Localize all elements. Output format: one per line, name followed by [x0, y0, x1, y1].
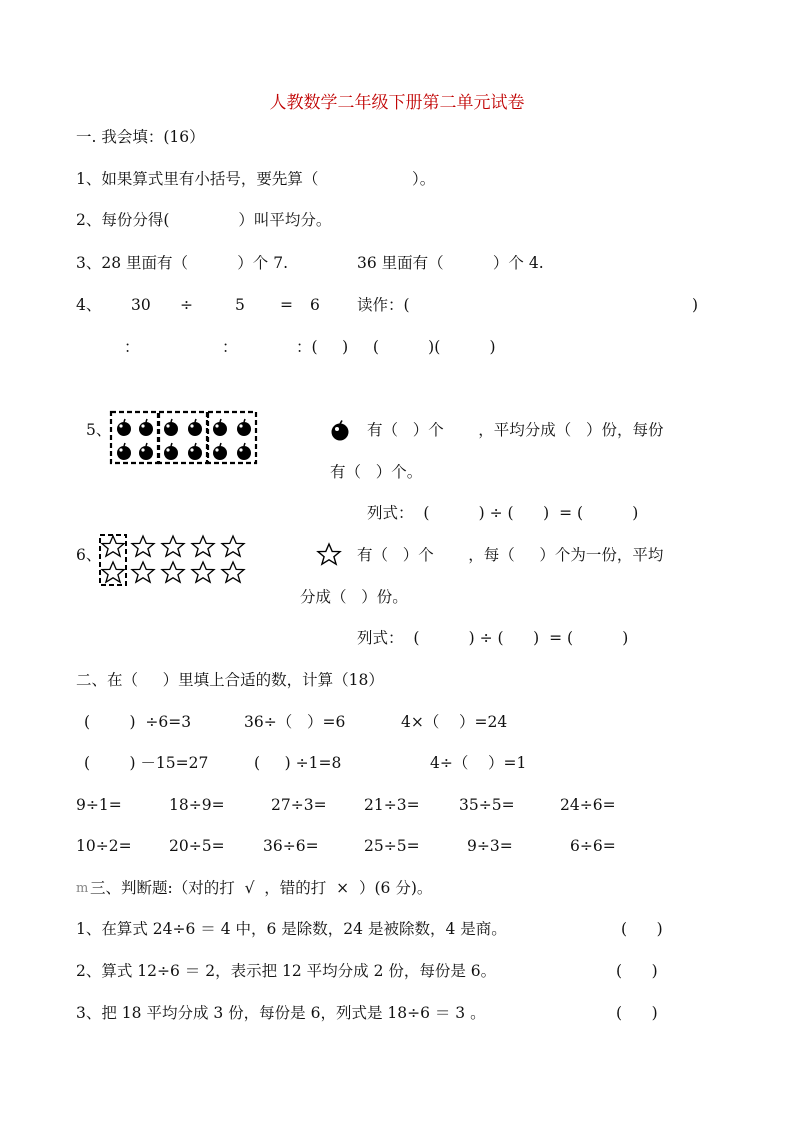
calc-item: 6÷6=: [570, 837, 616, 855]
apples: [117, 422, 251, 460]
calc-item: 27÷3=: [271, 796, 327, 814]
q4-divide-sign: ÷: [180, 296, 193, 314]
calc-item: 24÷6=: [560, 796, 616, 814]
calc-item: 25÷5=: [364, 837, 420, 855]
section1-heading: 一. 我会填：(16）: [76, 128, 205, 146]
question-6-formula: 列式： ( ) ÷ ( ) = ( ): [357, 629, 629, 647]
q4-names-row: ：( ) ( )( ): [296, 338, 496, 356]
q4-colon-2: ：: [222, 338, 238, 356]
judge-answer-2: ( ): [616, 962, 658, 980]
dashed-group-boxes: [111, 412, 256, 463]
stray-mark: m: [76, 881, 89, 896]
question-4-number: 4、: [76, 296, 102, 314]
judge-item-1: 1、在算式 24÷6 ＝ 4 中，6 是除数，24 是被除数，4 是商。: [76, 920, 507, 938]
section3-heading: 三、判断题:（对的打 √ ，错的打 × ）(6 分)。: [90, 879, 433, 897]
fill-item: ( ) －15=27: [84, 754, 209, 772]
star-groups-figure: [97, 531, 252, 587]
question-5-number: 5、: [86, 421, 112, 439]
calc-item: 9÷1=: [76, 796, 122, 814]
judge-answer-3: ( ): [616, 1004, 658, 1022]
calc-item: 20÷5=: [169, 837, 225, 855]
calc-item: 35÷5=: [459, 796, 515, 814]
exam-title: 人教数学二年级下册第二单元试卷: [269, 93, 525, 113]
question-5-formula: 列式： ( ) ÷ ( ) = ( ): [367, 504, 639, 522]
calc-item: 21÷3=: [364, 796, 420, 814]
q4-read-label: 读作：(: [357, 296, 410, 314]
question-1: 1、如果算式里有小括号，要先算（ ）。: [76, 170, 436, 188]
q4-dividend: 30: [131, 296, 151, 314]
question-6-line2: 分成（ ）份。: [300, 588, 408, 606]
apple-groups-figure: [108, 409, 260, 467]
fill-item: 4×（ ）=24: [401, 713, 508, 731]
q4-colon-1: ：: [124, 338, 140, 356]
star-icon: [316, 543, 342, 567]
question-6-number: 6、: [76, 546, 102, 564]
q4-equals: =: [280, 296, 293, 314]
judge-answer-1: ( ): [621, 920, 663, 938]
stars: [102, 536, 244, 582]
apple-icon: [329, 420, 351, 442]
fill-item: 4÷（ ）=1: [430, 754, 527, 772]
fill-item: ( ) ÷6=3: [84, 713, 192, 731]
question-5-line2: 有（ ）个。: [330, 463, 423, 481]
calc-item: 36÷6=: [263, 837, 319, 855]
judge-item-2: 2、算式 12÷6 ＝ 2，表示把 12 平均分成 2 份，每份是 6。: [76, 962, 497, 980]
fill-item: 36÷（ ）=6: [244, 713, 346, 731]
question-2: 2、每份分得( ）叫平均分。: [76, 211, 332, 229]
calc-item: 9÷3=: [467, 837, 513, 855]
question-6-line1: 有（ ）个 ，每（ ）个为一份，平均: [357, 546, 664, 564]
q4-quotient: 6: [310, 296, 320, 314]
q4-read-close: ): [692, 296, 699, 314]
q4-divisor: 5: [235, 296, 245, 314]
judge-item-3: 3、把 18 平均分成 3 份，每份是 6，列式是 18÷6 ＝ 3 。: [76, 1004, 486, 1022]
question-5-line1: 有（ ）个 ，平均分成（ ）份，每份: [367, 421, 664, 439]
question-3b: 36 里面有（ ）个 4.: [357, 254, 544, 272]
section2-heading: 二、在（ ）里填上合适的数，计算（18）: [76, 671, 384, 689]
calc-item: 18÷9=: [169, 796, 225, 814]
calc-item: 10÷2=: [76, 837, 132, 855]
fill-item: ( ) ÷1=8: [254, 754, 342, 772]
question-3a: 3、28 里面有（ ）个 7.: [76, 254, 288, 272]
